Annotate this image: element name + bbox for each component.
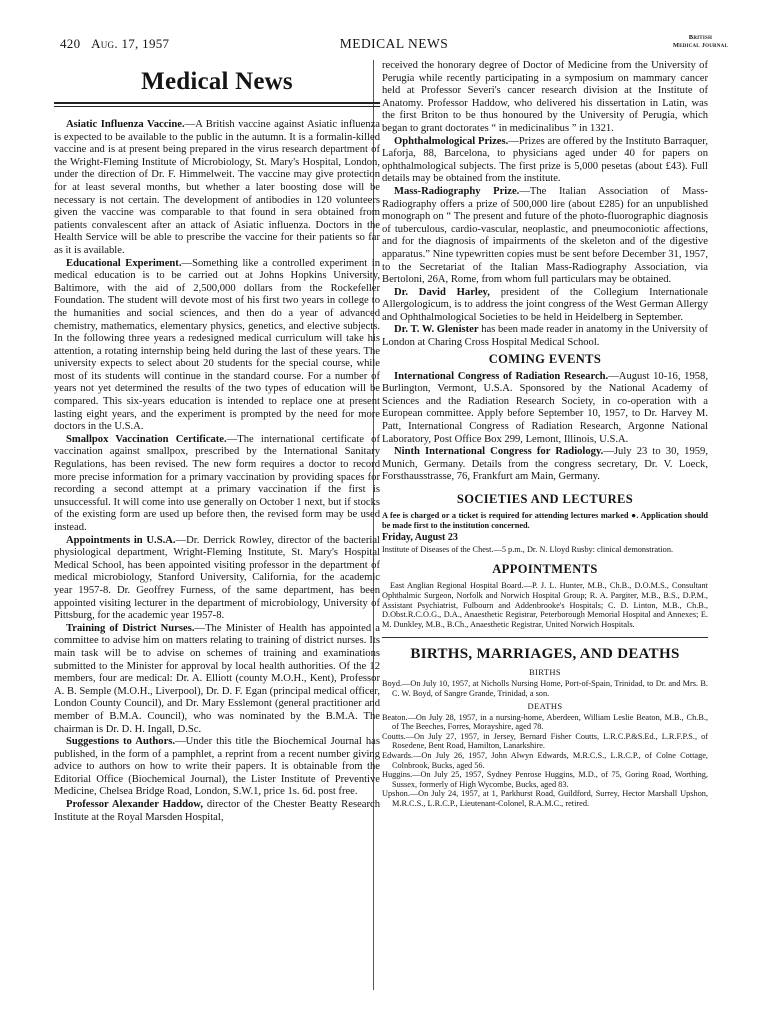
news-item [382, 287, 708, 325]
news-item [54, 119, 380, 258]
societies-date: Friday, August 23 [382, 532, 458, 544]
event-lead: Ninth International Congress for Radiology. [394, 446, 604, 458]
appointments-text: East Anglian Regional Hospital Board.—P. J. L. Hunter, M.B., Ch.B., D.O.M.S., Consultant Ophthalmic Surgeon, Norfolk and Norwich Hospital Group; R. A. Pargiter, M.B., B.S., D.P.M., Assistant Psychiatrist, Fulbourn and Addenbrooke's Hospitals; C. D. Linton, M.B., Ch.B., D.Obst.R.C.O.G., D.A., Anaesthetic Registrar, Peterborough Memorial Hospital and Annexes; E. M. Dunkley, M.B., B.Ch., Anaesthetic Registrar, United Norwich Hospitals. [382, 581, 708, 629]
birth-entry: Boyd.—On July 10, 1957, at Nicholls Nursing Home, Port-of-Spain, Trinidad, to Dr. and Mrs. B. C. W. Boyd, of Sangre Grande, Trinidad, a son. [382, 679, 708, 698]
news-item [54, 434, 380, 535]
death-entry: Edwards.—On July 26, 1957, John Alwyn Edwards, M.R.C.S., L.R.C.P., of Colne Cottage, Colnbrook, Bucks, aged 56. [382, 750, 708, 770]
news-item-text: has been made reader in anatomy in the University of London at Charing Cross Hospital Medical School. [382, 324, 709, 349]
death-entry: Upshon.—On July 24, 1957, at 1, Parkhurst Road, Guildford, Surrey, Hector Marshall Upshon, M.R.C.S., L.R.C.P., Lieutenant-Colonel, R.A.M.C., retired. [382, 789, 708, 808]
news-item-lead: Dr. T. W. Glenister [394, 324, 479, 336]
death-entry: Coutts.—On July 27, 1957, in Jersey, Bernard Fisher Coutts, L.R.C.P.&S.Ed., L.R.F.P.S., of Rosedene, Bent Road, Hamilton, Lanarkshire. [382, 731, 708, 751]
news-item-text: —The Italian Association of Mass-Radiography offers a prize of 500,000 lire (about £285) for an unpublished monograph on “ The present and future of the photo-fluorographic diagnosis of tuberculous, cardio-vascular, neoplastic, and pneumoconiotic affections, and for the diagnosis of impairments of the skeleton and of the digestive apparatus.” Nine typewritten copies must be sent before December 31, 1957, to the Secretariat of the Italian Mass-Radiography Association, via Bertoloni, 26A, Rome, from whom full particulars may be obtained. [382, 185, 709, 286]
news-item-text: —The Minister of Health has appointed a committee to advise him on matters relating to training of district nurses. Its main task will be to advise on schemes of training and examinations submitted to the Minister for approval by local health authorities. Of the 12 members, four are medical: Dr. A. Elliott (county M.O.H., Kent), Professor A. B. Semple (M.O.H., Liverpool), Dr. D. F. Egan (principal medical officer, London County Council), and Dr. Mary Esslemont (general practitioner and member of B.M.A. Council), who was nominated by the B.M.A. The chairman is Dr. D. H. Ingall, D.Sc. [54, 622, 380, 735]
news-item [54, 258, 380, 434]
news-item [54, 799, 380, 824]
left-column [54, 60, 380, 824]
section-rule [382, 637, 708, 638]
news-item-lead: Educational Experiment. [66, 257, 182, 269]
section-title: Medical News [141, 68, 293, 95]
death-entry: Huggins.—On July 25, 1957, Sydney Penrose Huggins, M.D., of 75, Goring Road, Worthing, Sussex, formerly of High Wycombe, Bucks, aged 83. [382, 770, 708, 789]
news-item-text: —The international certificate of vaccination against smallpox, prescribed by the International Sanitary Regulations, has been revised. The new form requires a doctor to record more precise information for a primary vaccination by providing spaces for recording a second attempt at a primary vaccination if the first is unsuccessful. It will come into use generally on October 1 next, but if stocks of the existing form are used up before then, the revised form may be used instead. [54, 433, 380, 533]
news-item-text: —A British vaccine against Asiatic influenza is expected to be available to the public in the autumn. It is a formalin-killed vaccine and is at present being prepared in the virus research department of the Wright-Fleming Institute of Microbiology, St. Mary's Hospital, London, under the direction of Dr. F. Himmelweit. The vaccine may give protection for at least several months, but whether a later boosting dose will be necessary is not certain. The development of antibodies in 120 volunteers given the vaccine was comparable to that found in sera obtained from patients convalescent after an attack of Asiatic influenza. Doctors in the Health Service will be able to prescribe the vaccine for their patients so far as it is available. [54, 119, 380, 256]
news-item [54, 535, 380, 623]
event-item [382, 446, 708, 484]
births-heading: BIRTHS [528, 667, 562, 678]
news-item-text: —Dr. Derrick Rowley, director of the bacterial physiological department, Wright-Fleming Institute, St. Mary's Hospital Medical School, has been appointed visiting professor in the department of medical microbiology, Stanford University, California, for the academic year 1957-8. Dr. Geoffrey Furness, of the same department, has been appointed visiting lecturer in the department of microbiology, University of Pittsburg, for the academic year 1957-8. [54, 534, 380, 622]
event-text: —July 23 to 30, 1959, Munich, Germany. Details from the congress secretary, Dr. V. Loeck, Forsthausstrasse, 76, Frankfurt am Main, Germany. [382, 446, 708, 483]
societies-heading: SOCIETIES AND LECTURES [456, 492, 634, 506]
news-item-text: —Prizes are offered by the Instituto Barraquer, Laforja, 88, Barcelona, to physicians aged under 40 for papers on ophthalmological subjects. The first prize is 5,000 pesetas (about £43). Full details may be obtained from the institute. [382, 135, 709, 185]
event-lead: International Congress of Radiation Research. [394, 370, 609, 382]
news-item [382, 136, 708, 186]
news-item [382, 186, 708, 287]
death-entry: Beaton.—On July 28, 1957, in a nursing-home, Aberdeen, William Leslie Beaton, M.B., Ch.B., of The Beeches, Forres, Morayshire, aged 78. [382, 712, 708, 732]
coming-events-heading: COMING EVENTS [488, 351, 602, 366]
news-item-lead: Mass-Radiography Prize. [394, 185, 520, 197]
running-title: MEDICAL NEWS [339, 36, 449, 51]
news-item-text: —Under this title the Biochemical Journal has published, in the form of a pamphlet, a reprint from a recent number giving advice to authors on how to write their papers. It is obtainable from the Editorial Office (Biochemical Journal), the Lister Institute of Preventive Medicine, Chelsea Bridge Road, London, S.W.1, price 1s. 6d. post free. [54, 736, 380, 798]
news-item-lead: Asiatic Influenza Vaccine. [66, 119, 185, 130]
news-item-lead: Smallpox Vaccination Certificate. [66, 433, 227, 445]
news-item-lead: Dr. David Harley, [394, 286, 490, 298]
title-rule [54, 102, 380, 107]
issue-date: Aug. 17, 1957 [91, 36, 170, 51]
event-text: —August 10-16, 1958, Burlington, Vermont, U.S.A. Sponsored by the National Academy of Sciences and the Radiation Research Society, in co-operation with a European committee. Apply before September 10, 1957, to Dr. Harvey M. Patt, International Congress of Radiation Research, Argonne National Laboratory, Post Office Box 299, Lemont, Illinois, U.S.A. [382, 370, 708, 445]
news-item [382, 324, 708, 349]
deaths-heading: DEATHS [527, 700, 563, 711]
news-item-lead: Suggestions to Authors. [66, 736, 176, 748]
news-item-text: president of the Collegium Internationale Allergologicum, is to address the joint congress of the West German Allergy and Ophthalmological Societies to be held in Heidelberg in September. [382, 286, 708, 323]
journal-mark-line1: British [688, 34, 713, 41]
running-header [60, 34, 728, 56]
news-item [54, 736, 380, 799]
news-item-continued [382, 60, 708, 136]
appointments-heading: APPOINTMENTS [492, 562, 598, 577]
news-item [54, 623, 380, 736]
news-item-lead: Appointments in U.S.A. [66, 534, 176, 546]
journal-mark [673, 34, 728, 49]
event-item [382, 371, 708, 447]
page-number: 420 [60, 36, 81, 51]
news-item-text: director of the Chester Beatty Research Institute at the Royal Marsden Hospital, [54, 799, 380, 823]
right-column [382, 60, 708, 808]
news-item-lead: Professor Alexander Haddow, [66, 799, 204, 811]
bmd-heading: BIRTHS, MARRIAGES, AND DEATHS [410, 646, 680, 663]
societies-note: A fee is charged or a ticket is required for attending lectures marked ●. Application should be made first to the institution concerned. [382, 511, 708, 530]
news-item-lead: Ophthalmological Prizes. [394, 135, 509, 147]
societies-entry: Institute of Diseases of the Chest.—5 p.m., Dr. N. Lloyd Rusby: clinical demonstration. [382, 544, 674, 554]
news-item-text: —Something like a controlled experiment in medical education is to be carried out at Johns Hopkins University, Baltimore, with the aid of 2,500,000 dollars from the Rockefeller Foundation. The student will devote most of his first two years in college to the humanities and social sciences, and then do a year of advanced chemistry, mathematics, elementary physics, genetics, and elective subjects. In the following three years a redesigned medical curriculum will take his attention, a rotating internship being held during the last of these years. The university expects to select about 20 students for the special course, while most of its students will continue in the standard course. For a number of years not yet determined the results of the two types of education will be compared. This six-years education is intended to replace one at present lasting eight years, and the experiment is prompted by the need for more doctors in the U.S.A. [54, 257, 380, 433]
journal-mark-line2: Medical Journal [672, 41, 728, 49]
news-item-lead: Training of District Nurses. [66, 622, 195, 634]
news-item-text: received the honorary degree of Doctor of Medicine from the University of Perugia while recently participating in a symposium on mammary cancer held at Professor Severi's cancer research division at the Institute of Anatomy. Professor Haddow, who delivered his dissertation in Latin, was the first Briton to be thus honoured by the University of Perugia, which began to grant doctorates “ in medicinalibus ” in 1321. [382, 60, 708, 134]
